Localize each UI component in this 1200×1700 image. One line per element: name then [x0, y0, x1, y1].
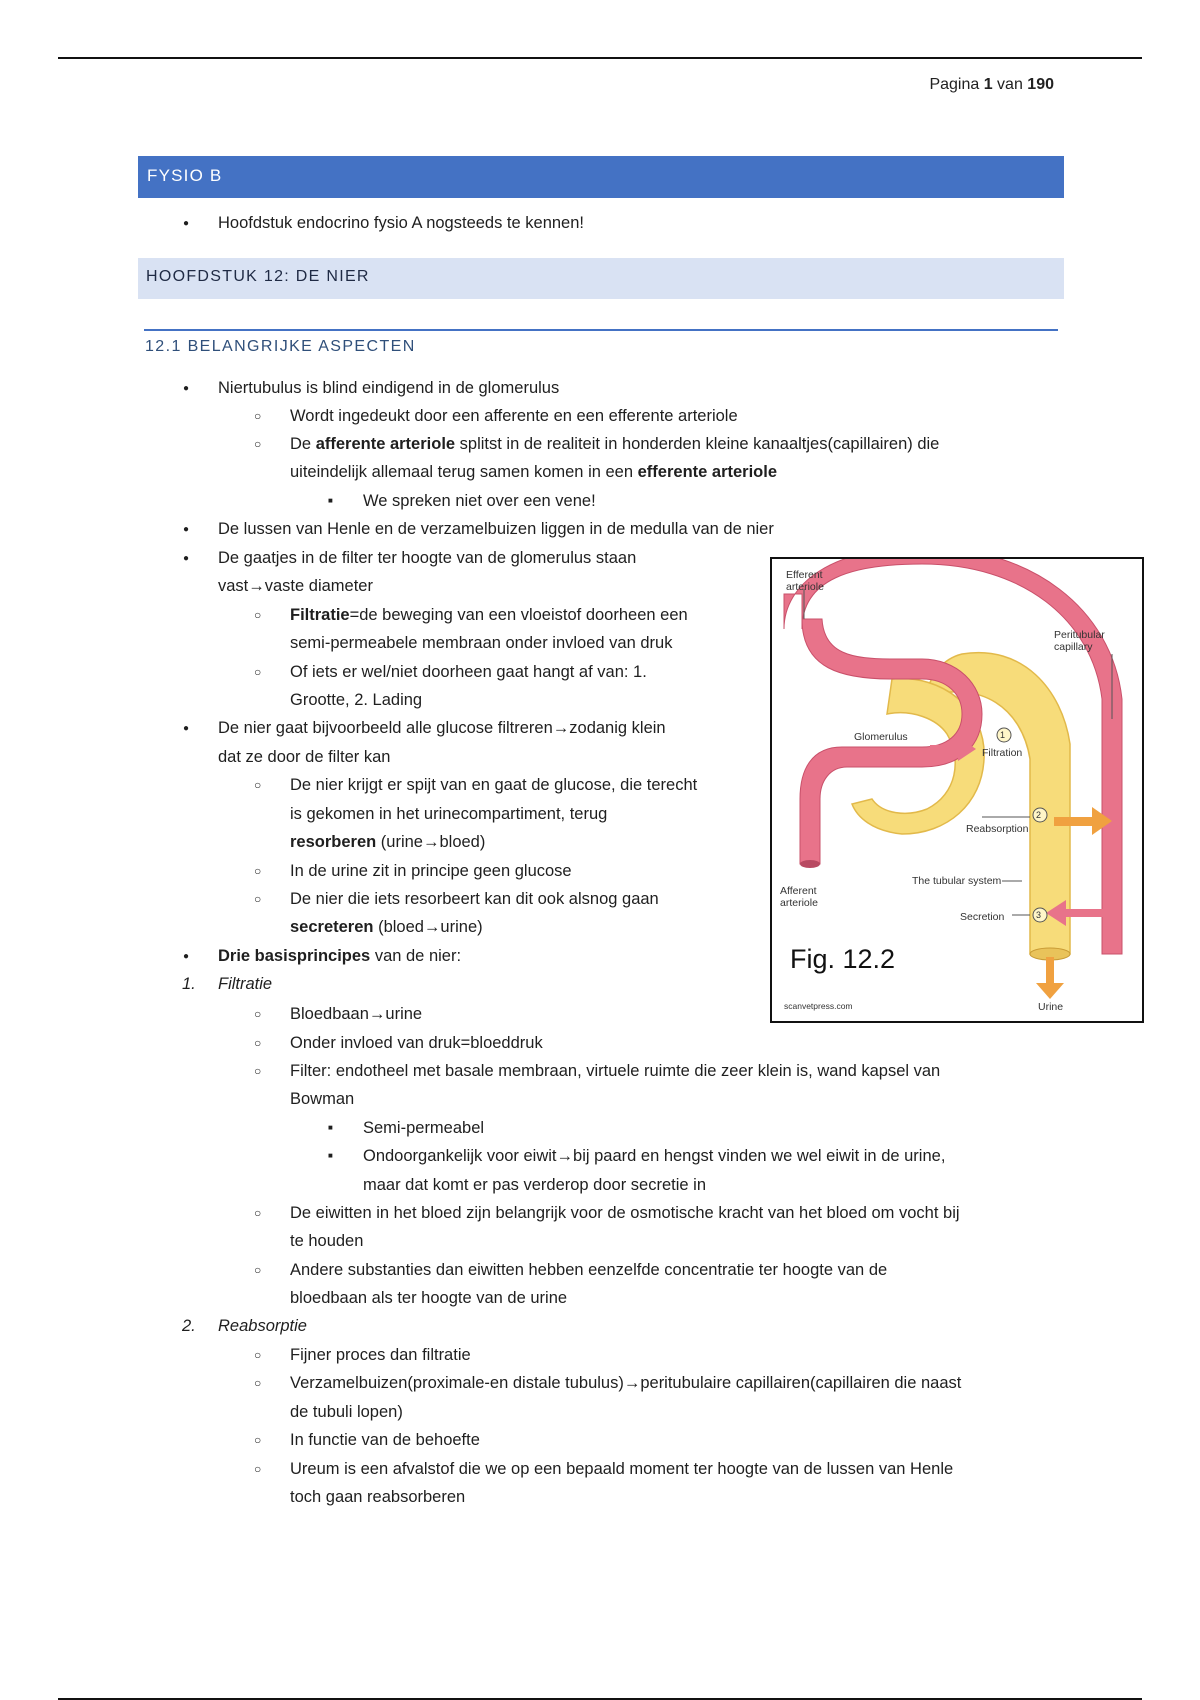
section-rule — [144, 329, 1058, 331]
sub-bullet — [254, 775, 261, 796]
text-line: De nier die iets resorbeert kan dit ook alsnog gaan — [290, 890, 659, 908]
reabsorption-arrow-shaft — [1054, 817, 1094, 826]
sub-bullet — [254, 861, 261, 882]
text-line: vast→vaste diameter — [218, 577, 373, 595]
secretion-arrow-shaft — [1064, 909, 1104, 917]
text-line: toch gaan reabsorberen — [290, 1488, 466, 1506]
label-peritubular: Peritubular capillary — [1054, 629, 1105, 653]
sub-bullet — [254, 406, 261, 427]
text-line: We spreken niet over een vene! — [363, 492, 596, 510]
bullet — [183, 378, 189, 401]
text-line: De gaatjes in de filter ter hoogte van de glomerulus staan — [218, 549, 637, 567]
label-filtration: Filtration — [982, 747, 1023, 759]
label-secretion: Secretion — [960, 911, 1005, 923]
sub-bullet — [254, 1260, 261, 1281]
text-line: bloedbaan als ter hoogte van de urine — [290, 1289, 568, 1307]
bullet — [183, 718, 189, 741]
text-line: Wordt ingedeukt door een afferente en een efferente arteriole — [290, 407, 738, 425]
bullet — [183, 946, 189, 969]
sub-bullet — [254, 1061, 261, 1082]
sub-sub-bullet — [328, 491, 333, 514]
urine-arrow-shaft — [1046, 957, 1054, 985]
list-number: 2. — [182, 1317, 196, 1335]
text-line: De eiwitten in het bloed zijn belangrijk voor de osmotische kracht van het bloed om vocht bij — [290, 1204, 960, 1222]
list-number: 1. — [182, 975, 196, 993]
sub-bullet — [254, 1203, 261, 1224]
text-line: Bowman — [290, 1090, 355, 1108]
text-line: Ureum is een afvalstof die we op een bepaald moment ter hoogte van de lussen van Henle — [290, 1460, 954, 1478]
text-line: semi-permeabele membraan onder invloed van druk — [290, 634, 673, 652]
text-line: Of iets er wel/niet doorheen gaat hangt af van: 1. — [290, 663, 647, 681]
label-urine: Urine — [1038, 1001, 1064, 1013]
text-line: secreteren (bloed→urine) — [290, 918, 483, 936]
intro-text: Hoofdstuk endocrino fysio A nogsteeds te kennen! — [218, 214, 584, 232]
text-line: Drie basisprincipes van de nier: — [218, 947, 462, 965]
heading-chapter-12: HOOFDSTUK 12: DE NIER — [138, 258, 1064, 299]
heading-fysio-b: FYSIO B — [138, 156, 1064, 198]
nephron-figure — [770, 557, 1144, 1023]
text-line: maar dat komt er pas verderop door secretie in — [363, 1176, 706, 1194]
sub-bullet — [254, 1430, 261, 1451]
text-line: Andere substanties dan eiwitten hebben eenzelfde concentratie ter hoogte van de — [290, 1261, 888, 1279]
bullet — [183, 548, 189, 571]
step-2-number: 2 — [1036, 810, 1042, 820]
top-rule — [58, 57, 1142, 59]
text-line: Filtratie=de beweging van een vloeistof doorheen een — [290, 606, 688, 624]
label-tubular-system: The tubular system — [912, 875, 1002, 887]
page-number: Pagina 1 van 190 — [929, 76, 1054, 93]
bullet — [183, 519, 189, 542]
text-line: de tubuli lopen) — [290, 1403, 403, 1421]
text-line: Reabsorptie — [218, 1317, 307, 1335]
text-line: Fijner proces dan filtratie — [290, 1346, 471, 1364]
sub-bullet — [254, 889, 261, 910]
label-reabsorption: Reabsorption — [966, 823, 1029, 835]
text-line: De nier gaat bijvoorbeeld alle glucose filtreren→zodanig klein — [218, 719, 666, 737]
text-line: Grootte, 2. Lading — [290, 691, 423, 709]
text-line: dat ze door de filter kan — [218, 748, 391, 766]
heading-section-12-1: 12.1 BELANGRIJKE ASPECTEN — [145, 338, 416, 355]
text-line: te houden — [290, 1232, 364, 1250]
text-line: Semi-permeabel — [363, 1119, 485, 1137]
text-line: is gekomen in het urinecompartiment, terug — [290, 805, 608, 823]
text-line: resorberen (urine→bloed) — [290, 833, 486, 851]
sub-bullet — [254, 434, 261, 455]
sub-sub-bullet — [328, 1146, 333, 1169]
sub-bullet — [254, 605, 261, 626]
bullet — [183, 213, 189, 236]
step-3-number: 3 — [1036, 910, 1042, 920]
text-line: Niertubulus is blind eindigend in de glomerulus — [218, 379, 560, 397]
text-line: In functie van de behoefte — [290, 1431, 480, 1449]
sub-bullet — [254, 662, 261, 683]
urine-arrow-head — [1036, 983, 1064, 999]
sub-bullet — [254, 1373, 261, 1394]
sub-bullet — [254, 1004, 261, 1025]
figure-caption: Fig. 12.2 — [790, 944, 896, 974]
step-1-number: 1 — [1000, 730, 1006, 740]
text-line: Filtratie — [218, 975, 273, 993]
text-line: Filter: endotheel met basale membraan, virtuele ruimte die zeer klein is, wand kapsel van — [290, 1062, 941, 1080]
text-line: De afferente arteriole splitst in de realiteit in honderden kleine kanaaltjes(capillairen) die — [290, 435, 940, 453]
sub-sub-bullet — [328, 1118, 333, 1141]
text-line: uiteindelijk allemaal terug samen komen in een efferente arteriole — [290, 463, 778, 481]
text-line: De nier krijgt er spijt van en gaat de glucose, die terecht — [290, 776, 698, 794]
text-line: In de urine zit in principe geen glucose — [290, 862, 572, 880]
afferent-opening — [800, 860, 820, 868]
filtration-arrow-shaft — [930, 745, 960, 753]
label-afferent: Afferent arteriole — [780, 885, 818, 909]
sub-bullet — [254, 1459, 261, 1480]
sub-bullet — [254, 1033, 261, 1054]
figure-credit: scanvetpress.com — [784, 1001, 853, 1011]
text-line: Bloedbaan→urine — [290, 1005, 423, 1023]
text-line: Ondoorgankelijk voor eiwit→bij paard en hengst vinden we wel eiwit in de urine, — [363, 1147, 946, 1165]
text-line: De lussen van Henle en de verzamelbuizen liggen in de medulla van de nier — [218, 520, 774, 538]
sub-bullet — [254, 1345, 261, 1366]
label-efferent: Efferent arteriole — [786, 569, 824, 593]
text-line: Verzamelbuizen(proximale-en distale tubulus)→peritubulaire capillairen(capillairen die naast — [290, 1374, 962, 1392]
label-glomerulus: Glomerulus — [854, 731, 908, 743]
text-line: Onder invloed van druk=bloeddruk — [290, 1034, 543, 1052]
